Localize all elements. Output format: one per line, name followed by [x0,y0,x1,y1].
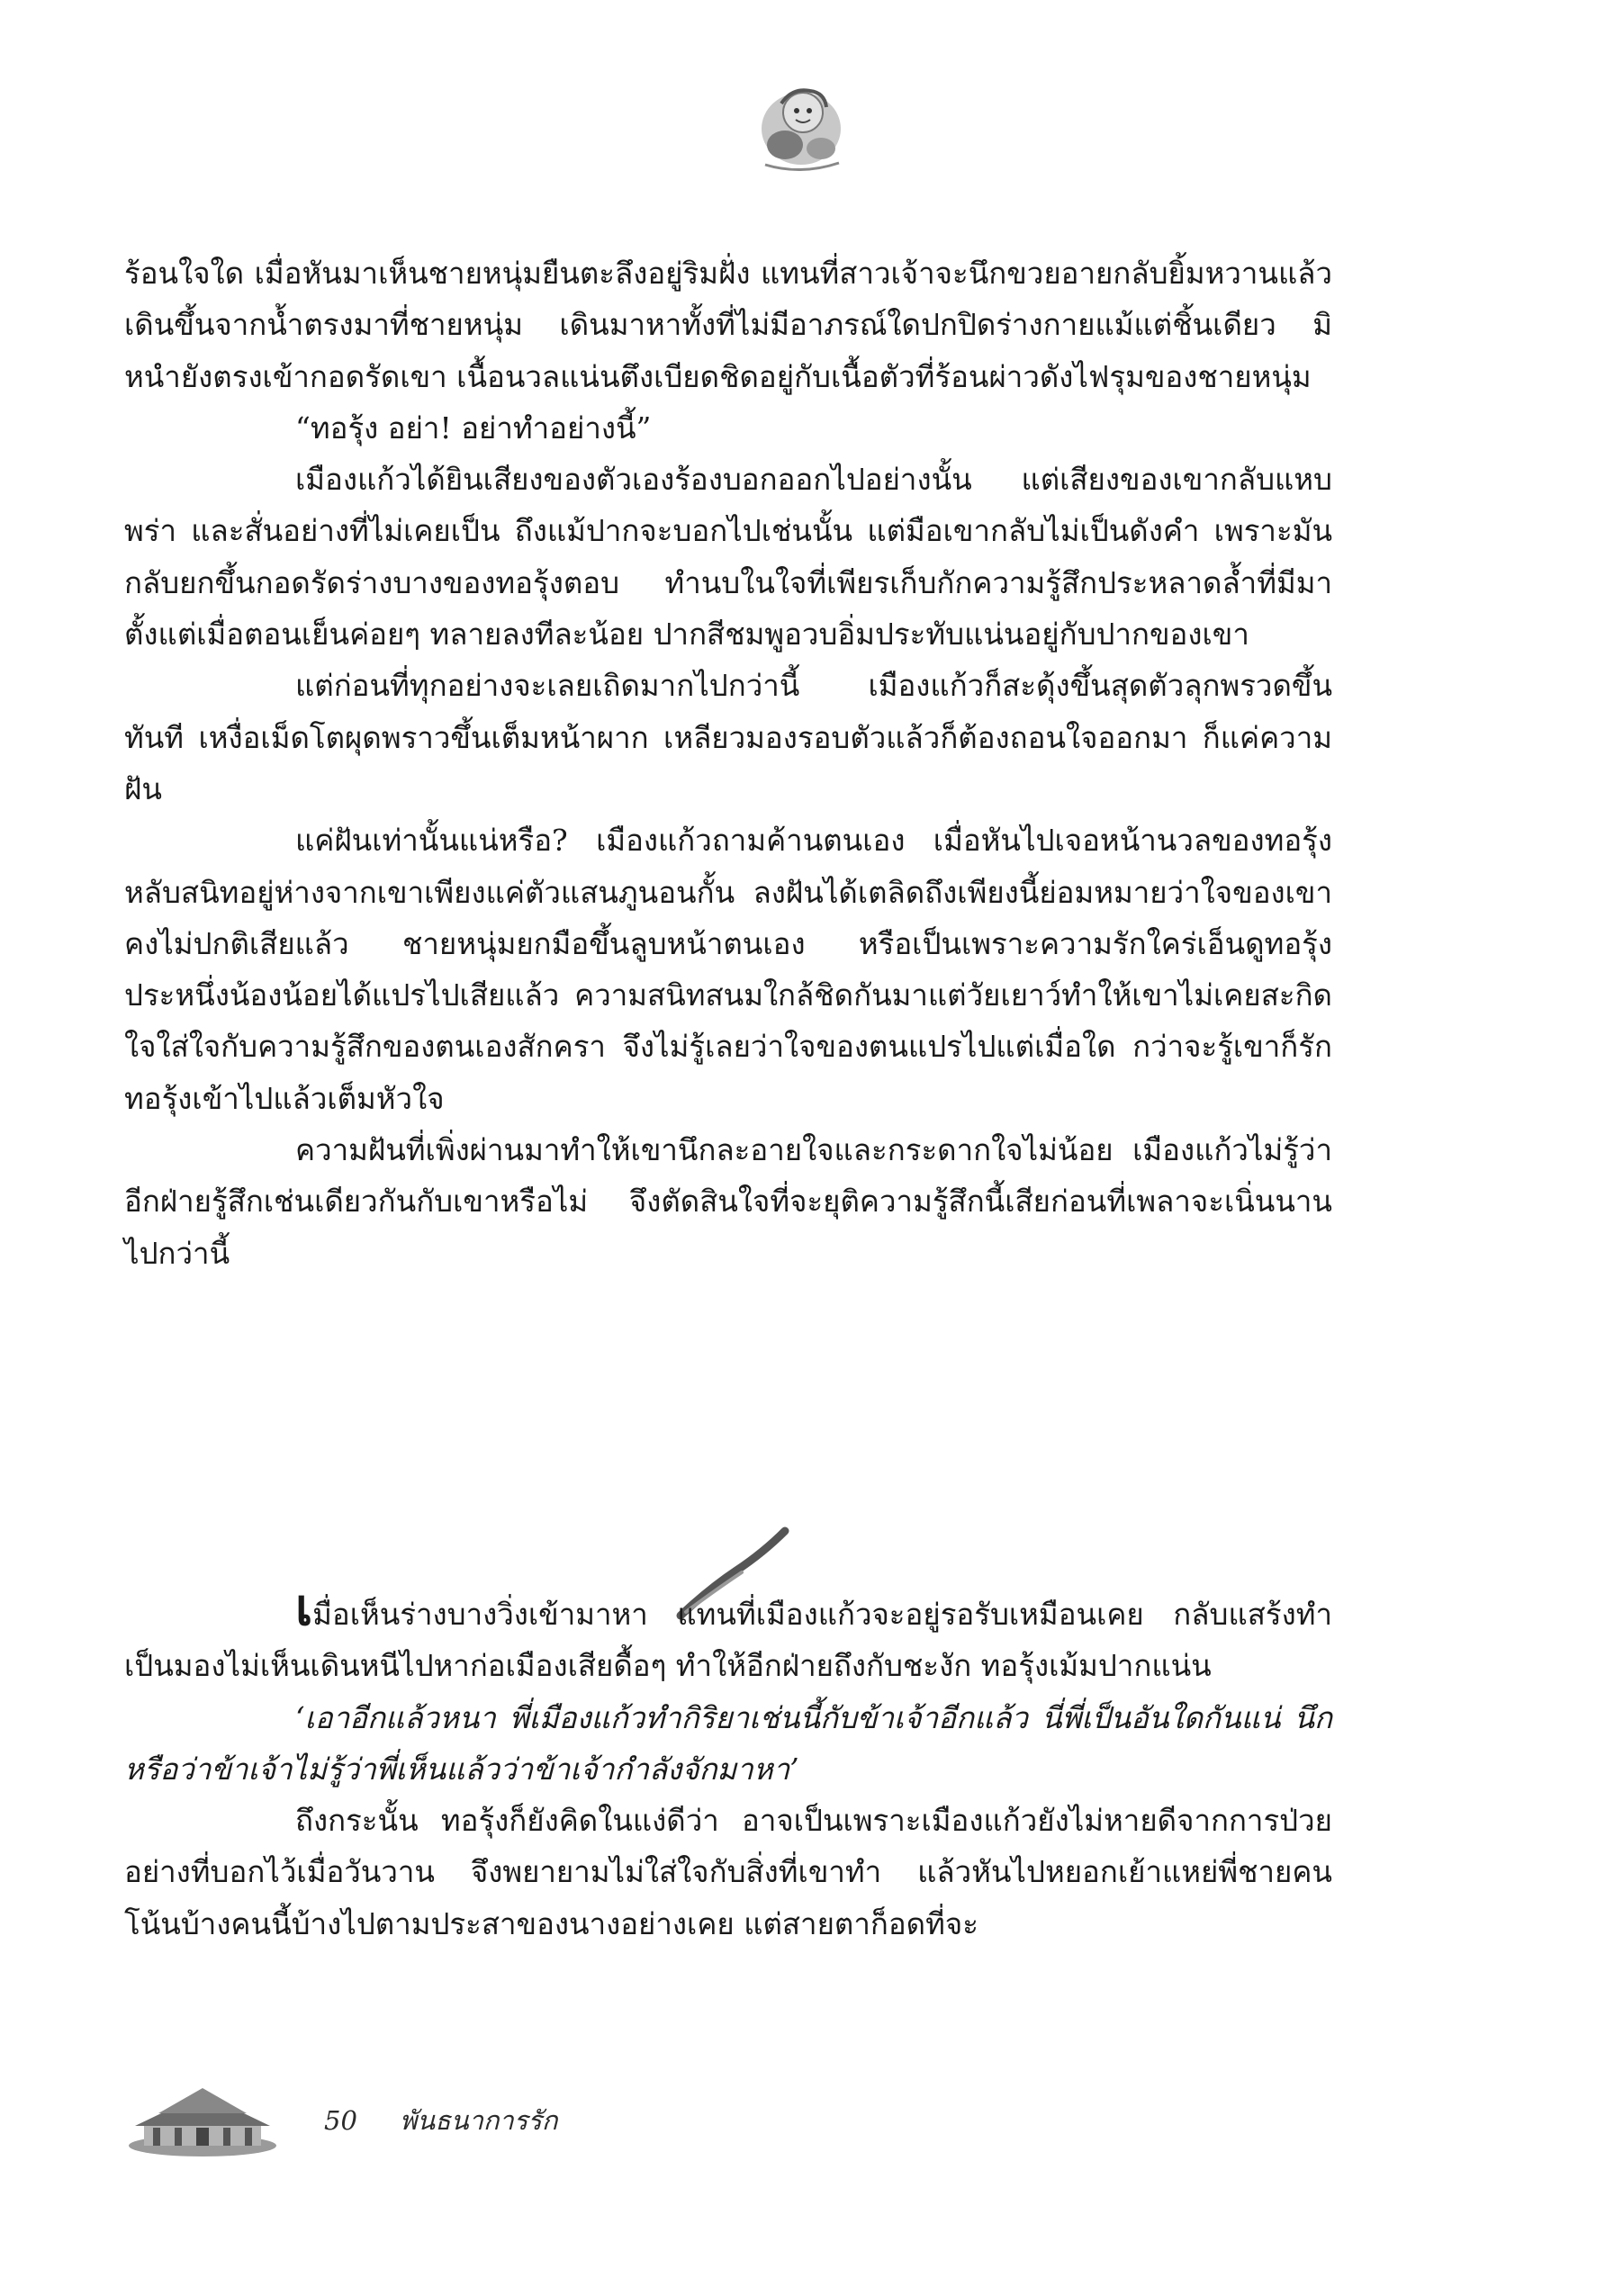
paragraph: ร้อนใจใด เมื่อหันมาเห็นชายหนุ่มยืนตะลึงอยู่ริมฝั่ง แทนที่สาวเจ้าจะนึกขวยอายกลับยิ้มหวานแล้วเดินขึ้นจากน้ำตรงมาที่ชายหนุ่ม เดินมาหาทั้งที่ไม่มีอาภรณ์ใดปกปิดร่างกายแม้แต่ชิ้นเดียว มิหนำยังตรงเข้ากอดรัดเขา เนื้อนวลแน่นตึงเบียดชิดอยู่กับเนื้อตัวที่ร้อนผ่าวดังไฟรุมของชายหนุ่ม [124,256,1332,394]
page-footer [324,2100,557,2141]
temple-building-icon [126,2086,279,2158]
paragraph: ความฝันที่เพิ่งผ่านมาทำให้เขานึกละอายใจและกระดากใจไม่น้อย เมืองแก้วไม่รู้ว่าอีกฝ่ายรู้สึกเช่นเดียวกันกับเขาหรือไม่ จึงตัดสินใจที่จะยุติความรู้สึกนี้เสียก่อนที่เพลาจะเนิ่นนานไปกว่านี้ [124,1132,1332,1271]
book-title: พันธนาการรัก [400,2105,558,2136]
page-number: 50 [324,2105,357,2136]
paragraph: เมืองแก้วได้ยินเสียงของตัวเองร้องบอกออกไปอย่างนั้น แต่เสียงของเขากลับแหบพร่า และสั่นอย่างที่ไม่เคยเป็น ถึงแม้ปากจะบอกไปเช่นนั้น แต่มือเขากลับไม่เป็นดังคำ เพราะมันกลับยกขึ้นกอดรัดร่างบางของทอรุ้งตอบ ทำนบในใจที่เพียรเก็บกักความรู้สึกประหลาดล้ำที่มีมาตั้งแต่เมื่อตอนเย็นค่อยๆ ทลายลงทีละน้อย ปากสีชมพูอวบอิ่มประทับแน่นอยู่กับปากของเขา [124,462,1332,653]
paragraph: ถึงกระนั้น ทอรุ้งก็ยังคิดในแง่ดีว่า อาจเป็นเพราะเมืองแก้วยังไม่หายดีจากการป่วยอย่างที่บอกไว้เมื่อวันวาน จึงพยายามไม่ใส่ใจกับสิ่งที่เขาทำ แล้วหันไปหยอกเย้าแหย่พี่ชายคนโน้นบ้างคนนี้บ้างไปตามประสาของนางอย่างเคย แต่สายตาก็อดที่จะ [124,1803,1332,1941]
story-text-bottom [124,1579,1332,1949]
drop-cap: เ [295,1579,313,1637]
dialogue-line: “ทอรุ้ง อย่า! อย่าทำอย่างนี้” [295,410,652,446]
paragraph-text: มื่อเห็นร่างบางวิ่งเข้ามาหา แทนที่เมืองแก้วจะอยู่รอรับเหมือนเคย กลับแสร้งทำเป็นมองไม่เห็นเดินหนีไปหาก่อเมืองเสียดื้อๆ ทำให้อีกฝ่ายถึงกับชะงัก ทอรุ้งเม้มปากแน่น [124,1597,1332,1684]
paragraph: แค่ฝันเท่านั้นแน่หรือ? เมืองแก้วถามค้านตนเอง เมื่อหันไปเจอหน้านวลของทอรุ้งหลับสนิทอยู่ห่างจากเขาเพียงแค่ตัวแสนภูนอนกั้น ลงฝันได้เตลิดถึงเพียงนี้ย่อมหมายว่าใจของเขาคงไม่ปกติเสียแล้ว ชายหนุ่มยกมือขึ้นลูบหน้าตนเอง หรือเป็นเพราะความรักใคร่เอ็นดูทอรุ้งประหนึ่งน้องน้อยได้แปรไปเสียแล้ว ความสนิทสนมใกล้ชิดกันมาแต่วัยเยาว์ทำให้เขาไม่เคยสะกิดใจใส่ใจกับความรู้สึกของตนเองสักครา จึงไม่รู้เลยว่าใจของตนแปรไปแต่เมื่อใด กว่าจะรู้เขาก็รักทอรุ้งเข้าไปแล้วเต็มหัวใจ [124,823,1332,1116]
section-opening-paragraph [124,1579,1332,1692]
cherub-ornament-icon [738,77,864,180]
inner-thought-paragraph: ‘เอาอีกแล้วหนา พี่เมืองแก้วทำกิริยาเช่นนี้กับข้าเจ้าอีกแล้ว นี่พี่เป็นอันใดกันแน่ นึกหรือว่าข้าเจ้าไม่รู้ว่าพี่เห็นแล้วว่าข้าเจ้ากำลังจักมาหา’ [124,1699,1332,1787]
story-text-top [124,248,1332,1279]
paragraph: แต่ก่อนที่ทุกอย่างจะเลยเถิดมากไปกว่านี้ เมืองแก้วก็สะดุ้งขึ้นสุดตัวลุกพรวดขึ้นทันที เหงื่อเม็ดโตผุดพราวขึ้นเต็มหน้าผาก เหลียวมองรอบตัวแล้วก็ต้องถอนใจออกมา ก็แค่ความฝัน [124,668,1332,806]
